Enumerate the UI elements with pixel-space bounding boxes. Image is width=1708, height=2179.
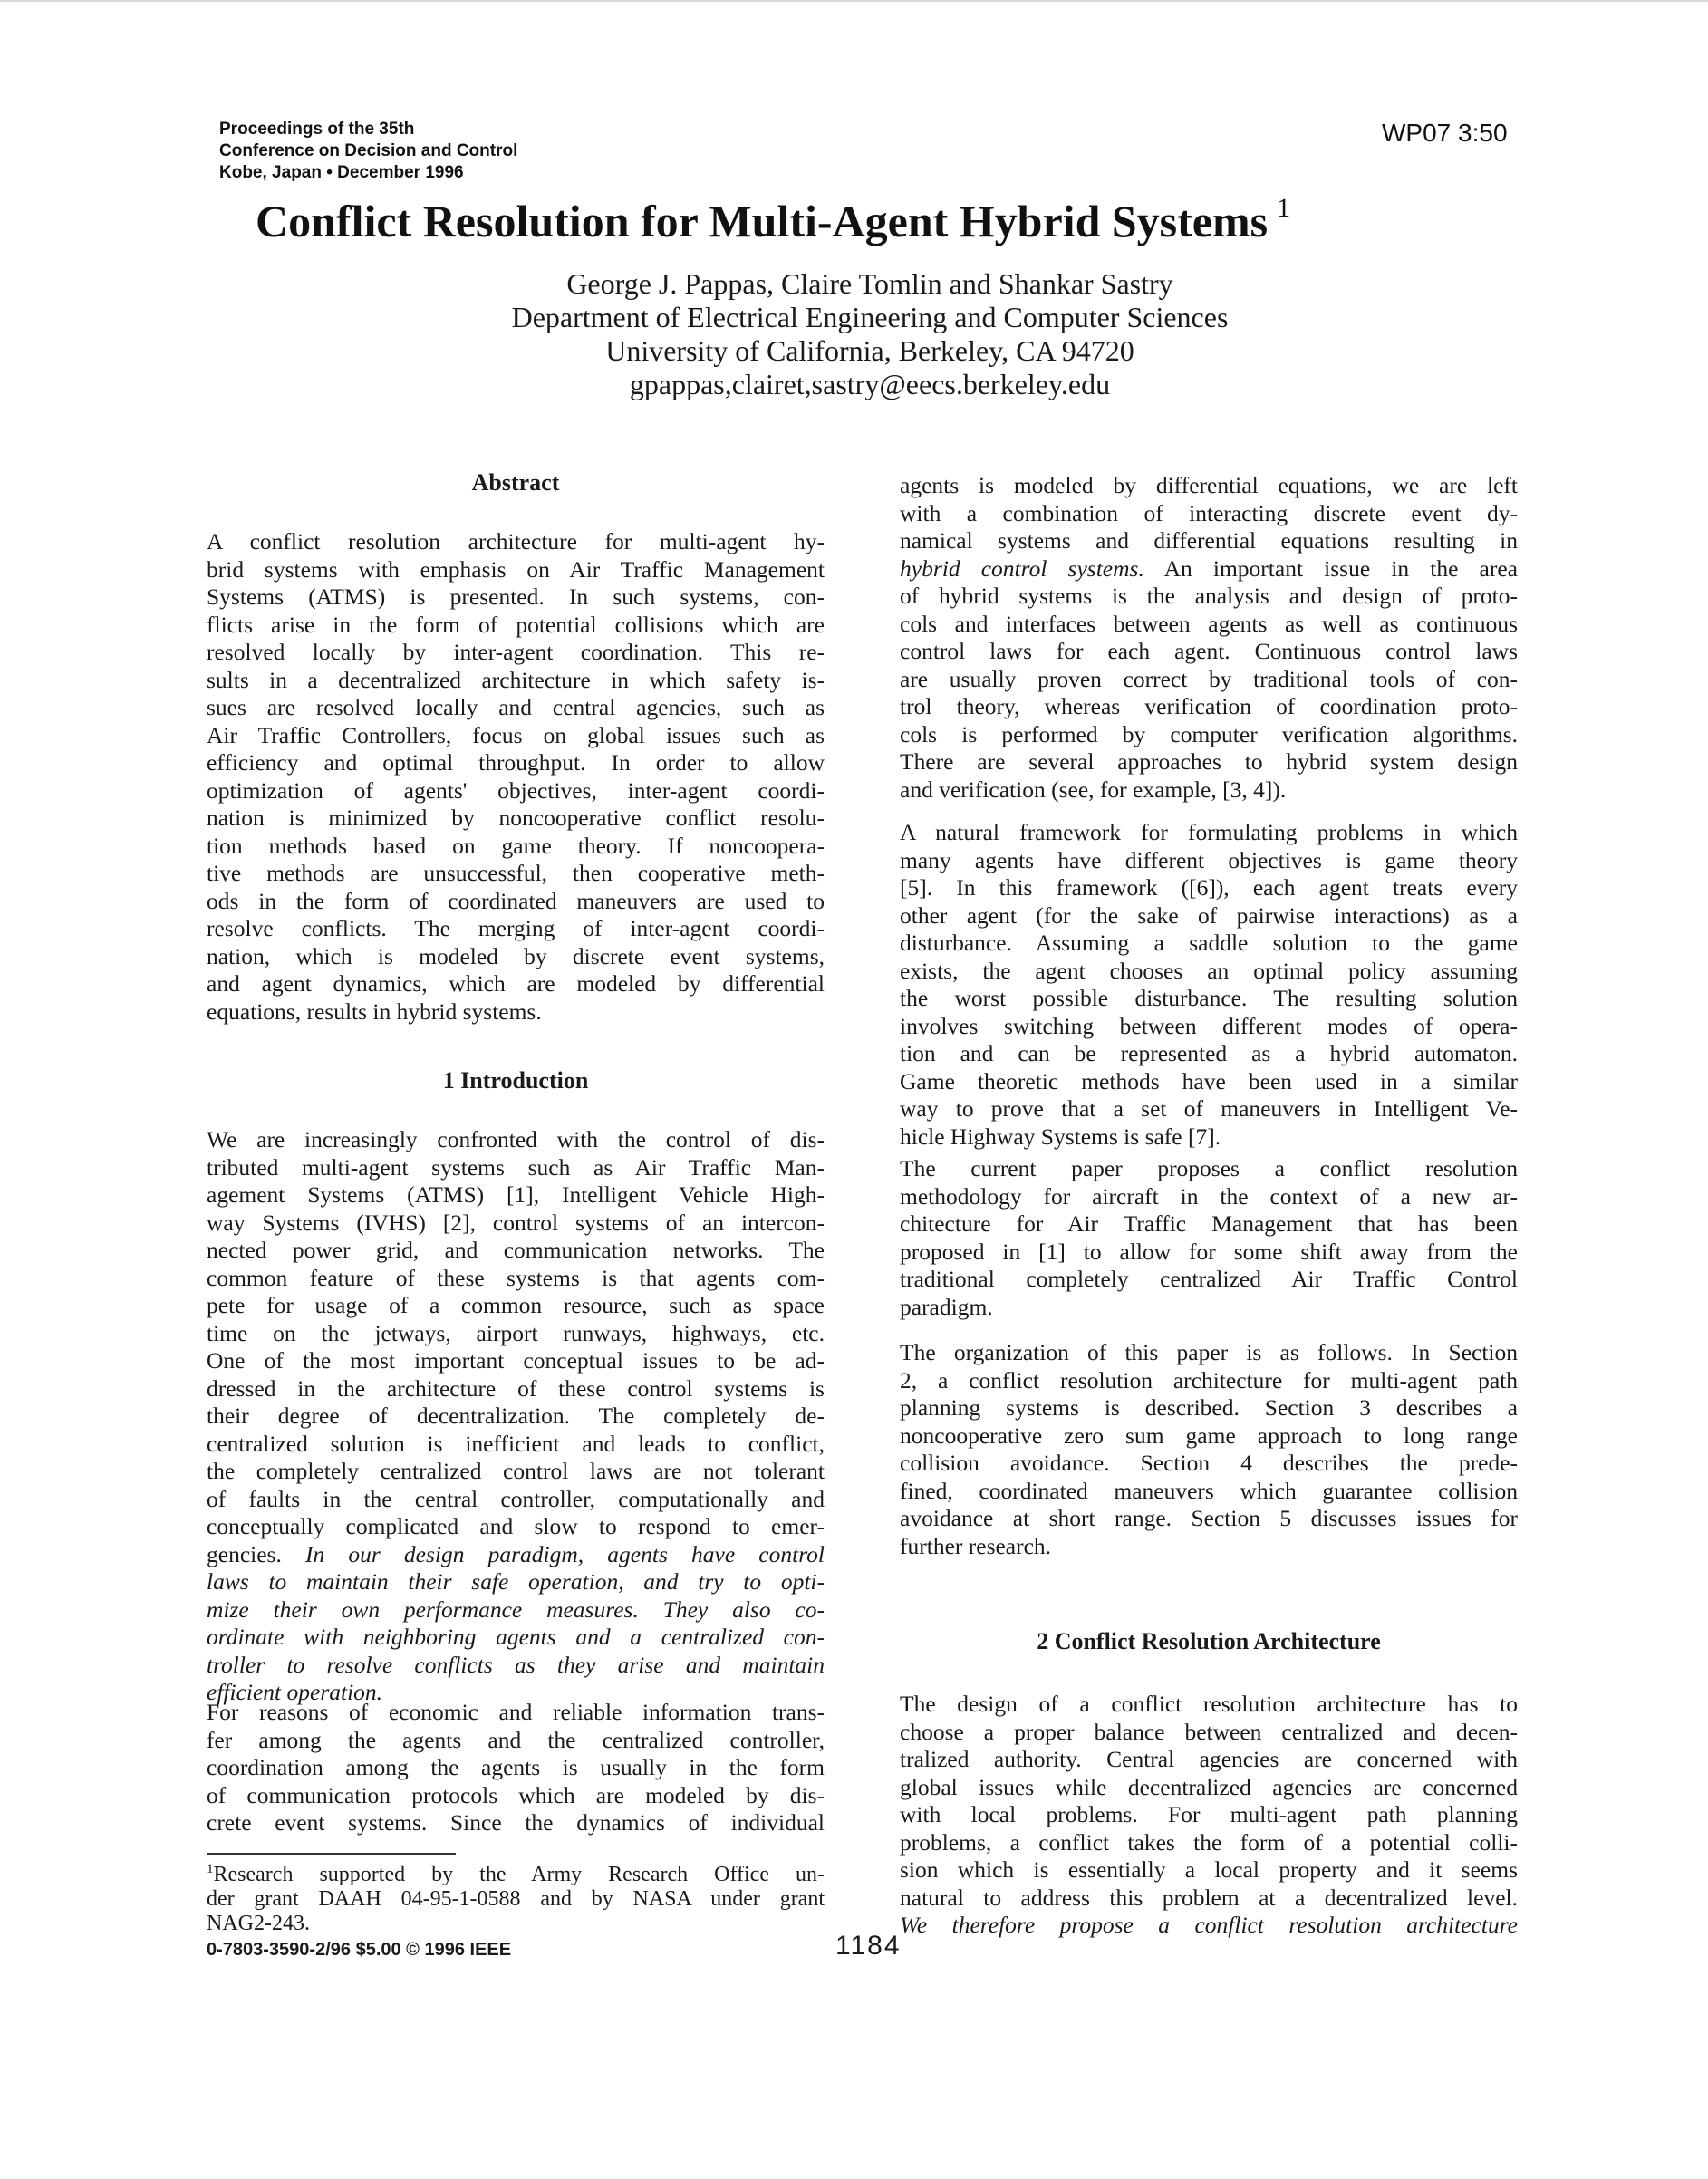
- text-line: pete for usage of a common resource, such as space: [207, 1292, 825, 1318]
- scan-edge-line: [0, 0, 1708, 2]
- text-line: coordination among the agents is usually in the form: [207, 1754, 825, 1780]
- text-line: of faults in the central controller, computationally and: [207, 1485, 825, 1512]
- text-line: natural to address this problem at a decentralized level.: [900, 1884, 1518, 1911]
- text-line: the completely centralized control laws are not tolerant: [207, 1458, 825, 1484]
- organization-para: [900, 1339, 1518, 1560]
- text-line: global issues while decentralized agencies are concerned: [900, 1773, 1518, 1800]
- introduction-para-2: [207, 1699, 825, 1837]
- text-line: nected power grid, and communication networks. The: [207, 1237, 825, 1263]
- text-line: ods in the form of coordinated maneuvers are used to: [207, 887, 825, 914]
- text-line: 2, a conflict resolution architecture for multi-agent path: [900, 1366, 1518, 1393]
- author-university: University of California, Berkeley, CA 94720: [605, 334, 1134, 367]
- text-line: methodology for aircraft in the context of a new ar-: [900, 1182, 1518, 1210]
- footnote-line: NAG2-243.: [207, 1912, 310, 1935]
- text-line: avoidance at short range. Section 5 discusses issues for: [900, 1505, 1518, 1531]
- text-line: [5]. In this framework ([6]), each agent treats every: [900, 874, 1518, 901]
- text-line: dressed in the architecture of these control systems is: [207, 1374, 825, 1402]
- section-2-para: [900, 1691, 1518, 1940]
- footnote-rule: [207, 1853, 456, 1855]
- text-line: efficiency and optimal throughput. In order to allow: [207, 749, 825, 776]
- text-line: choose a proper balance between centralized and decen-: [900, 1718, 1518, 1745]
- copyright-notice: 0-7803-3590-2/96 $5.00 © 1996 IEEE: [207, 1940, 512, 1960]
- text-line: A conflict resolution architecture for multi-agent hy-: [207, 528, 825, 554]
- text-line: [207, 1541, 825, 1569]
- text-line: their degree of decentralization. The completely de-: [207, 1403, 825, 1429]
- abstract-last-line: equations, results in hybrid systems.: [207, 998, 542, 1025]
- text-line: time on the jetways, airport runways, highways, etc.: [207, 1319, 825, 1346]
- current-paper-para: [900, 1155, 1518, 1321]
- text-line: [900, 555, 1518, 583]
- footnote-text: Research supported by the Army Research Office un-: [213, 1863, 825, 1886]
- text-line: way to prove that a set of maneuvers in Intelligent Ve-: [900, 1095, 1518, 1122]
- text-line: The design of a conflict resolution architecture has to: [900, 1691, 1518, 1717]
- text-line: The current paper proposes a conflict resolution: [900, 1155, 1518, 1181]
- introduction-heading: 1 Introduction: [442, 1067, 589, 1094]
- paper-title-text: Conflict Resolution for Multi-Agent Hybrid Systems: [256, 196, 1269, 246]
- text-run: gencies.: [207, 1540, 282, 1567]
- text-line: laws to maintain their safe operation, and try to opti-: [207, 1568, 825, 1595]
- introduction-para-1: [207, 1126, 825, 1707]
- text-line: way Systems (IVHS) [2], control systems of an intercon-: [207, 1209, 825, 1236]
- footnote-line: der grant DAAH 04-95-1-0588 and by NASA under grant: [207, 1887, 825, 1911]
- title-footnote-mark: 1: [1277, 193, 1291, 223]
- text-line: troller to resolve conflicts as they arise and maintain: [207, 1651, 825, 1678]
- text-line: other agent (for the sake of pairwise interactions) as a: [900, 901, 1518, 929]
- text-line: proposed in [1] to allow for some shift away from the: [900, 1238, 1518, 1265]
- text-line: many agents have different objectives is game theory: [900, 846, 1518, 873]
- emphasis-run: In our design paradigm, agents have control: [304, 1540, 825, 1567]
- abstract-body: [207, 528, 825, 1026]
- text-line: namical systems and differential equations resulting in: [900, 527, 1518, 554]
- page-number: 1184: [835, 1931, 902, 1961]
- text-line: tributed multi-agent systems such as Air Traffic Man-: [207, 1153, 825, 1181]
- text-line: [207, 998, 825, 1027]
- text-line: The organization of this paper is as follows. In Section: [900, 1339, 1518, 1365]
- emphasis-run: hybrid control systems.: [900, 554, 1144, 582]
- text-line: the worst possible disturbance. The resulting solution: [900, 985, 1518, 1011]
- text-line: conceptually complicated and slow to respond to emer-: [207, 1513, 825, 1539]
- game-theory-para: [900, 819, 1518, 1151]
- text-line: agement Systems (ATMS) [1], Intelligent Vehicle High-: [207, 1181, 825, 1208]
- text-line: mize their own performance measures. They also co-: [207, 1596, 825, 1623]
- text-line: and agent dynamics, which are modeled by differential: [207, 970, 825, 997]
- text-line: and verification (see, for example, [3, 4]).: [900, 776, 1287, 803]
- footnote: [207, 1857, 825, 1936]
- text-line: centralized solution is inefficient and leads to conflict,: [207, 1430, 825, 1457]
- proceedings-line: Conference on Decision and Control: [219, 141, 518, 160]
- text-line: tralized authority. Central agencies are concerned with: [900, 1746, 1518, 1772]
- text-line: collision avoidance. Section 4 describes the prede-: [900, 1450, 1518, 1476]
- text-line: planning systems is described. Section 3 describes a: [900, 1394, 1518, 1421]
- text-line: resolved locally by inter-agent coordination. This re-: [207, 639, 825, 665]
- text-line: A natural framework for formulating problems in which: [900, 819, 1518, 845]
- text-line: disturbance. Assuming a saddle solution to the game: [900, 930, 1518, 956]
- text-line: cols and interfaces between agents as well as continuous: [900, 610, 1518, 637]
- text-line: sults in a decentralized architecture in which safety is-: [207, 666, 825, 693]
- text-line: involves switching between different modes of opera-: [900, 1012, 1518, 1039]
- text-line: fined, coordinated maneuvers which guarantee collision: [900, 1477, 1518, 1504]
- text-line: ordinate with neighboring agents and a centralized con-: [207, 1624, 825, 1650]
- text-line: exists, the agent chooses an optimal policy assuming: [900, 957, 1518, 984]
- text-line: We therefore propose a conflict resolution architecture: [900, 1912, 1518, 1938]
- text-line: tion methods based on game theory. If noncoopera-: [207, 832, 825, 859]
- author-names: George J. Pappas, Claire Tomlin and Shankar Sastry: [566, 267, 1173, 300]
- text-line: trol theory, whereas verification of coordination proto-: [900, 693, 1518, 719]
- text-line: Game theoretic methods have been used in a similar: [900, 1067, 1518, 1094]
- text-line: We are increasingly confronted with the control of dis-: [207, 1126, 825, 1152]
- text-line: further research.: [900, 1532, 1052, 1559]
- proceedings-info: [219, 119, 517, 184]
- footnote-mark: 1: [207, 1862, 214, 1876]
- text-line: nation, which is modeled by discrete event systems,: [207, 942, 825, 969]
- text-line: agents is modeled by differential equations, we are left: [900, 472, 1518, 498]
- paper-title: [256, 181, 1524, 248]
- text-line: tion and can be represented as a hybrid automaton.: [900, 1040, 1518, 1066]
- abstract-heading: Abstract: [471, 469, 560, 496]
- text-line: nation is minimized by noncooperative conflict resolu-: [207, 805, 825, 831]
- text-line: noncooperative zero sum game approach to long range: [900, 1422, 1518, 1449]
- text-line: hicle Highway Systems is safe [7].: [900, 1123, 1221, 1150]
- text-line: with local problems. For multi-agent path planning: [900, 1801, 1518, 1827]
- footnote-line: [207, 1857, 825, 1887]
- proceedings-line: Kobe, Japan • December 1996: [219, 163, 464, 182]
- text-line: sion which is essentially a local property and it seems: [900, 1856, 1518, 1883]
- text-line: cols is performed by computer verification algorithms.: [900, 720, 1518, 747]
- continued-para: [900, 472, 1518, 804]
- text-line: are usually proven correct by traditional tools of con-: [900, 665, 1518, 692]
- text-line: brid systems with emphasis on Air Traffic Management: [207, 555, 825, 583]
- text-line: There are several approaches to hybrid system design: [900, 748, 1518, 775]
- text-line: chitecture for Air Traffic Management that has been: [900, 1210, 1518, 1237]
- text-line: of hybrid systems is the analysis and design of proto-: [900, 583, 1518, 609]
- text-run: An important issue in the area: [1163, 554, 1518, 582]
- text-line: For reasons of economic and reliable information trans-: [207, 1699, 825, 1725]
- text-line: optimization of agents' objectives, inter-agent coordi-: [207, 776, 825, 804]
- text-line: traditional completely centralized Air Traffic Control: [900, 1266, 1518, 1292]
- text-line: tive methods are unsuccessful, then cooperative meth-: [207, 860, 825, 886]
- text-line: resolve conflicts. The merging of inter-agent coordi-: [207, 915, 825, 941]
- author-block: [390, 267, 1350, 401]
- text-line: of communication protocols which are modeled by dis-: [207, 1781, 825, 1808]
- text-line: with a combination of interacting discrete event dy-: [900, 499, 1518, 526]
- text-line: control laws for each agent. Continuous control laws: [900, 638, 1518, 664]
- text-line: problems, a conflict takes the form of a potential colli-: [900, 1828, 1518, 1856]
- text-line: flicts arise in the form of potential collisions which are: [207, 611, 825, 638]
- text-line: fer among the agents and the centralized controller,: [207, 1726, 825, 1753]
- session-code: WP07 3:50: [1382, 119, 1508, 147]
- author-email: gpappas,clairet,sastry@eecs.berkeley.edu: [629, 368, 1111, 400]
- text-line: One of the most important conceptual issues to be ad-: [207, 1347, 825, 1374]
- text-line: efficient operation.: [207, 1679, 383, 1705]
- text-line: Systems (ATMS) is presented. In such systems, con-: [207, 583, 825, 610]
- text-line: crete event systems. Since the dynamics of individual: [207, 1809, 825, 1836]
- proceedings-line: Proceedings of the 35th: [219, 120, 415, 139]
- text-line: sues are resolved locally and central agencies, such as: [207, 694, 825, 720]
- section-2-heading: 2 Conflict Resolution Architecture: [1037, 1628, 1381, 1654]
- text-line: paradigm.: [900, 1293, 993, 1320]
- text-line: common feature of these systems is that agents com-: [207, 1264, 825, 1291]
- author-department: Department of Electrical Engineering and Computer Sciences: [511, 301, 1229, 333]
- text-line: Air Traffic Controllers, focus on global issues such as: [207, 721, 825, 748]
